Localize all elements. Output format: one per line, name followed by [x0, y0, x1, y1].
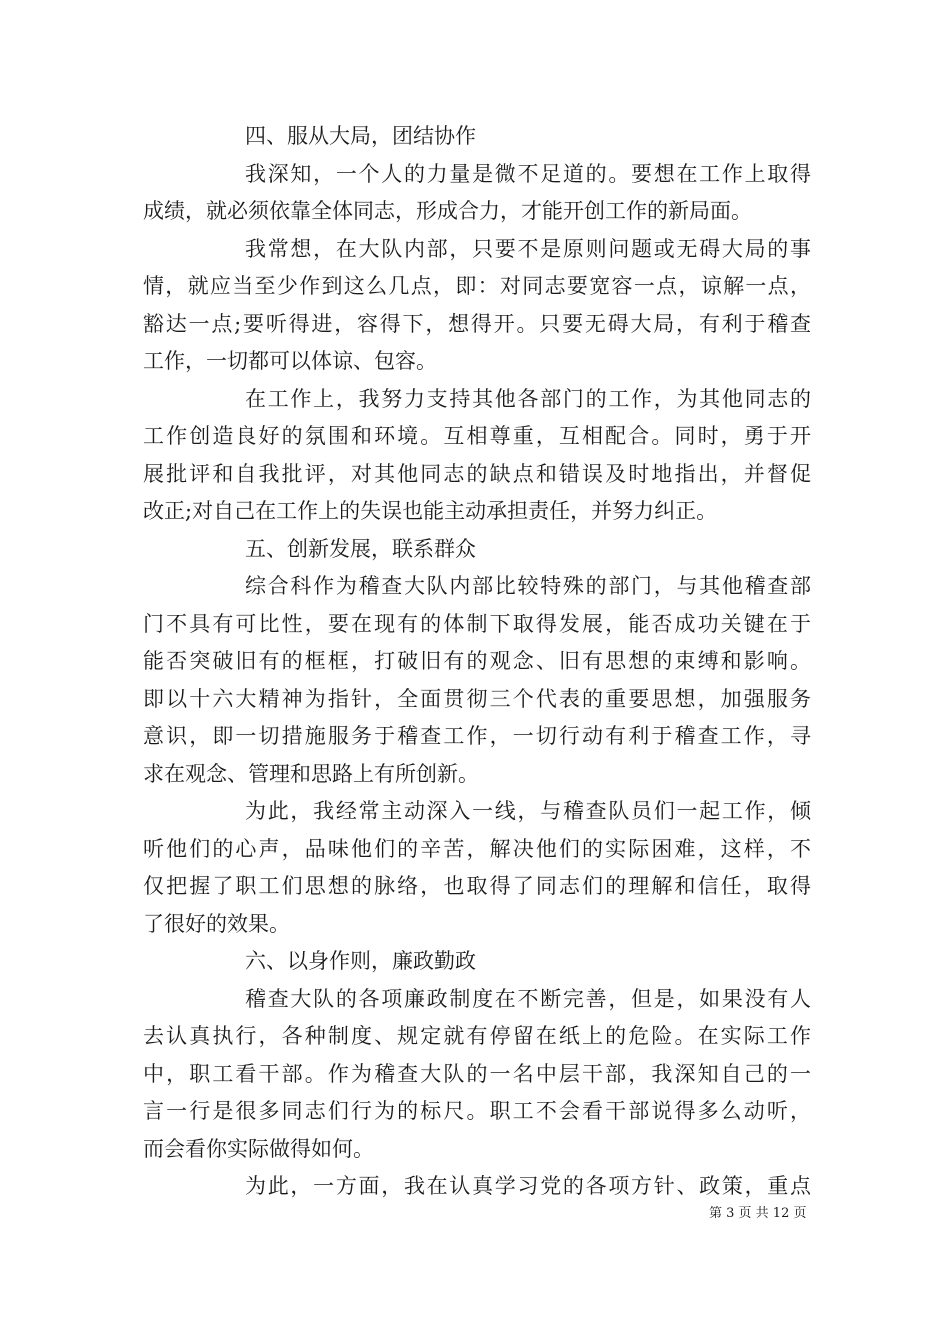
text-line: 展批评和自我批评，对其他同志的缺点和错误及时地指出，并督促 [143, 461, 811, 486]
text-line: 意识，即一切措施服务于稽查工作，一切行动有利于稽查工作，寻 [143, 724, 811, 748]
text-line: 改正;对自己在工作上的失误也能主动承担责任，并努力纠正。 [143, 499, 718, 523]
text-line: 我深知，一个人的力量是微不足道的。要想在工作上取得 [245, 161, 811, 186]
text-line: 工作，一切都可以体谅、包容。 [143, 349, 437, 373]
text-line: 豁达一点;要听得进，容得下，想得开。只要无碍大局，有利于稽查 [143, 311, 811, 336]
text-line: 而会看你实际做得如何。 [143, 1136, 374, 1161]
text-line: 成绩，就必须依靠全体同志，形成合力，才能开创工作的新局面。 [143, 199, 752, 223]
text-line: 去认真执行，各种制度、规定就有停留在纸上的危险。在实际工作 [143, 1024, 811, 1048]
text-line: 门不具有可比性，要在现有的体制下取得发展，能否成功关键在于 [143, 611, 811, 636]
text-line: 在工作上，我努力支持其他各部门的工作，为其他同志的 [245, 386, 811, 411]
text-line: 我常想，在大队内部，只要不是原则问题或无碍大局的事 [245, 236, 811, 261]
text-line: 五、创新发展，联系群众 [245, 536, 476, 561]
text-line: 稽查大队的各项廉政制度在不断完善，但是，如果没有人 [245, 986, 811, 1011]
text-line: 仅把握了职工们思想的脉络，也取得了同志们的理解和信任，取得 [143, 874, 811, 898]
text-line: 即以十六大精神为指针，全面贯彻三个代表的重要思想，加强服务 [143, 686, 811, 711]
text-line: 言一行是很多同志们行为的标尺。职工不会看干部说得多么动听， [143, 1099, 811, 1123]
text-line: 六、以身作则，廉政勤政 [245, 949, 476, 973]
page-number: 第 3 页 共 12 页 [709, 1206, 807, 1221]
text-line: 情，就应当至少作到这么几点，即：对同志要宽容一点，谅解一点， [143, 274, 811, 298]
text-line: 中，职工看干部。作为稽查大队的一名中层干部，我深知自己的一 [143, 1061, 811, 1086]
text-line: 能否突破旧有的框框，打破旧有的观念、旧有思想的束缚和影响。 [143, 649, 811, 673]
text-line: 工作创造良好的氛围和环境。互相尊重，互相配合。同时，勇于开 [143, 424, 811, 448]
text-line: 了很好的效果。 [143, 911, 290, 936]
text-line: 为此，我经常主动深入一线，与稽查队员们一起工作，倾 [245, 799, 811, 823]
text-line: 四、服从大局，团结协作 [245, 124, 476, 148]
text-line: 求在观念、管理和思路上有所创新。 [143, 761, 479, 786]
text-line: 为此，一方面，我在认真学习党的各项方针、政策，重点 [245, 1174, 811, 1198]
text-line: 综合科作为稽查大队内部比较特殊的部门，与其他稽查部 [245, 574, 811, 598]
document-body [143, 118, 811, 1206]
text-line: 听他们的心声，品味他们的辛苦，解决他们的实际困难，这样，不 [143, 836, 811, 861]
